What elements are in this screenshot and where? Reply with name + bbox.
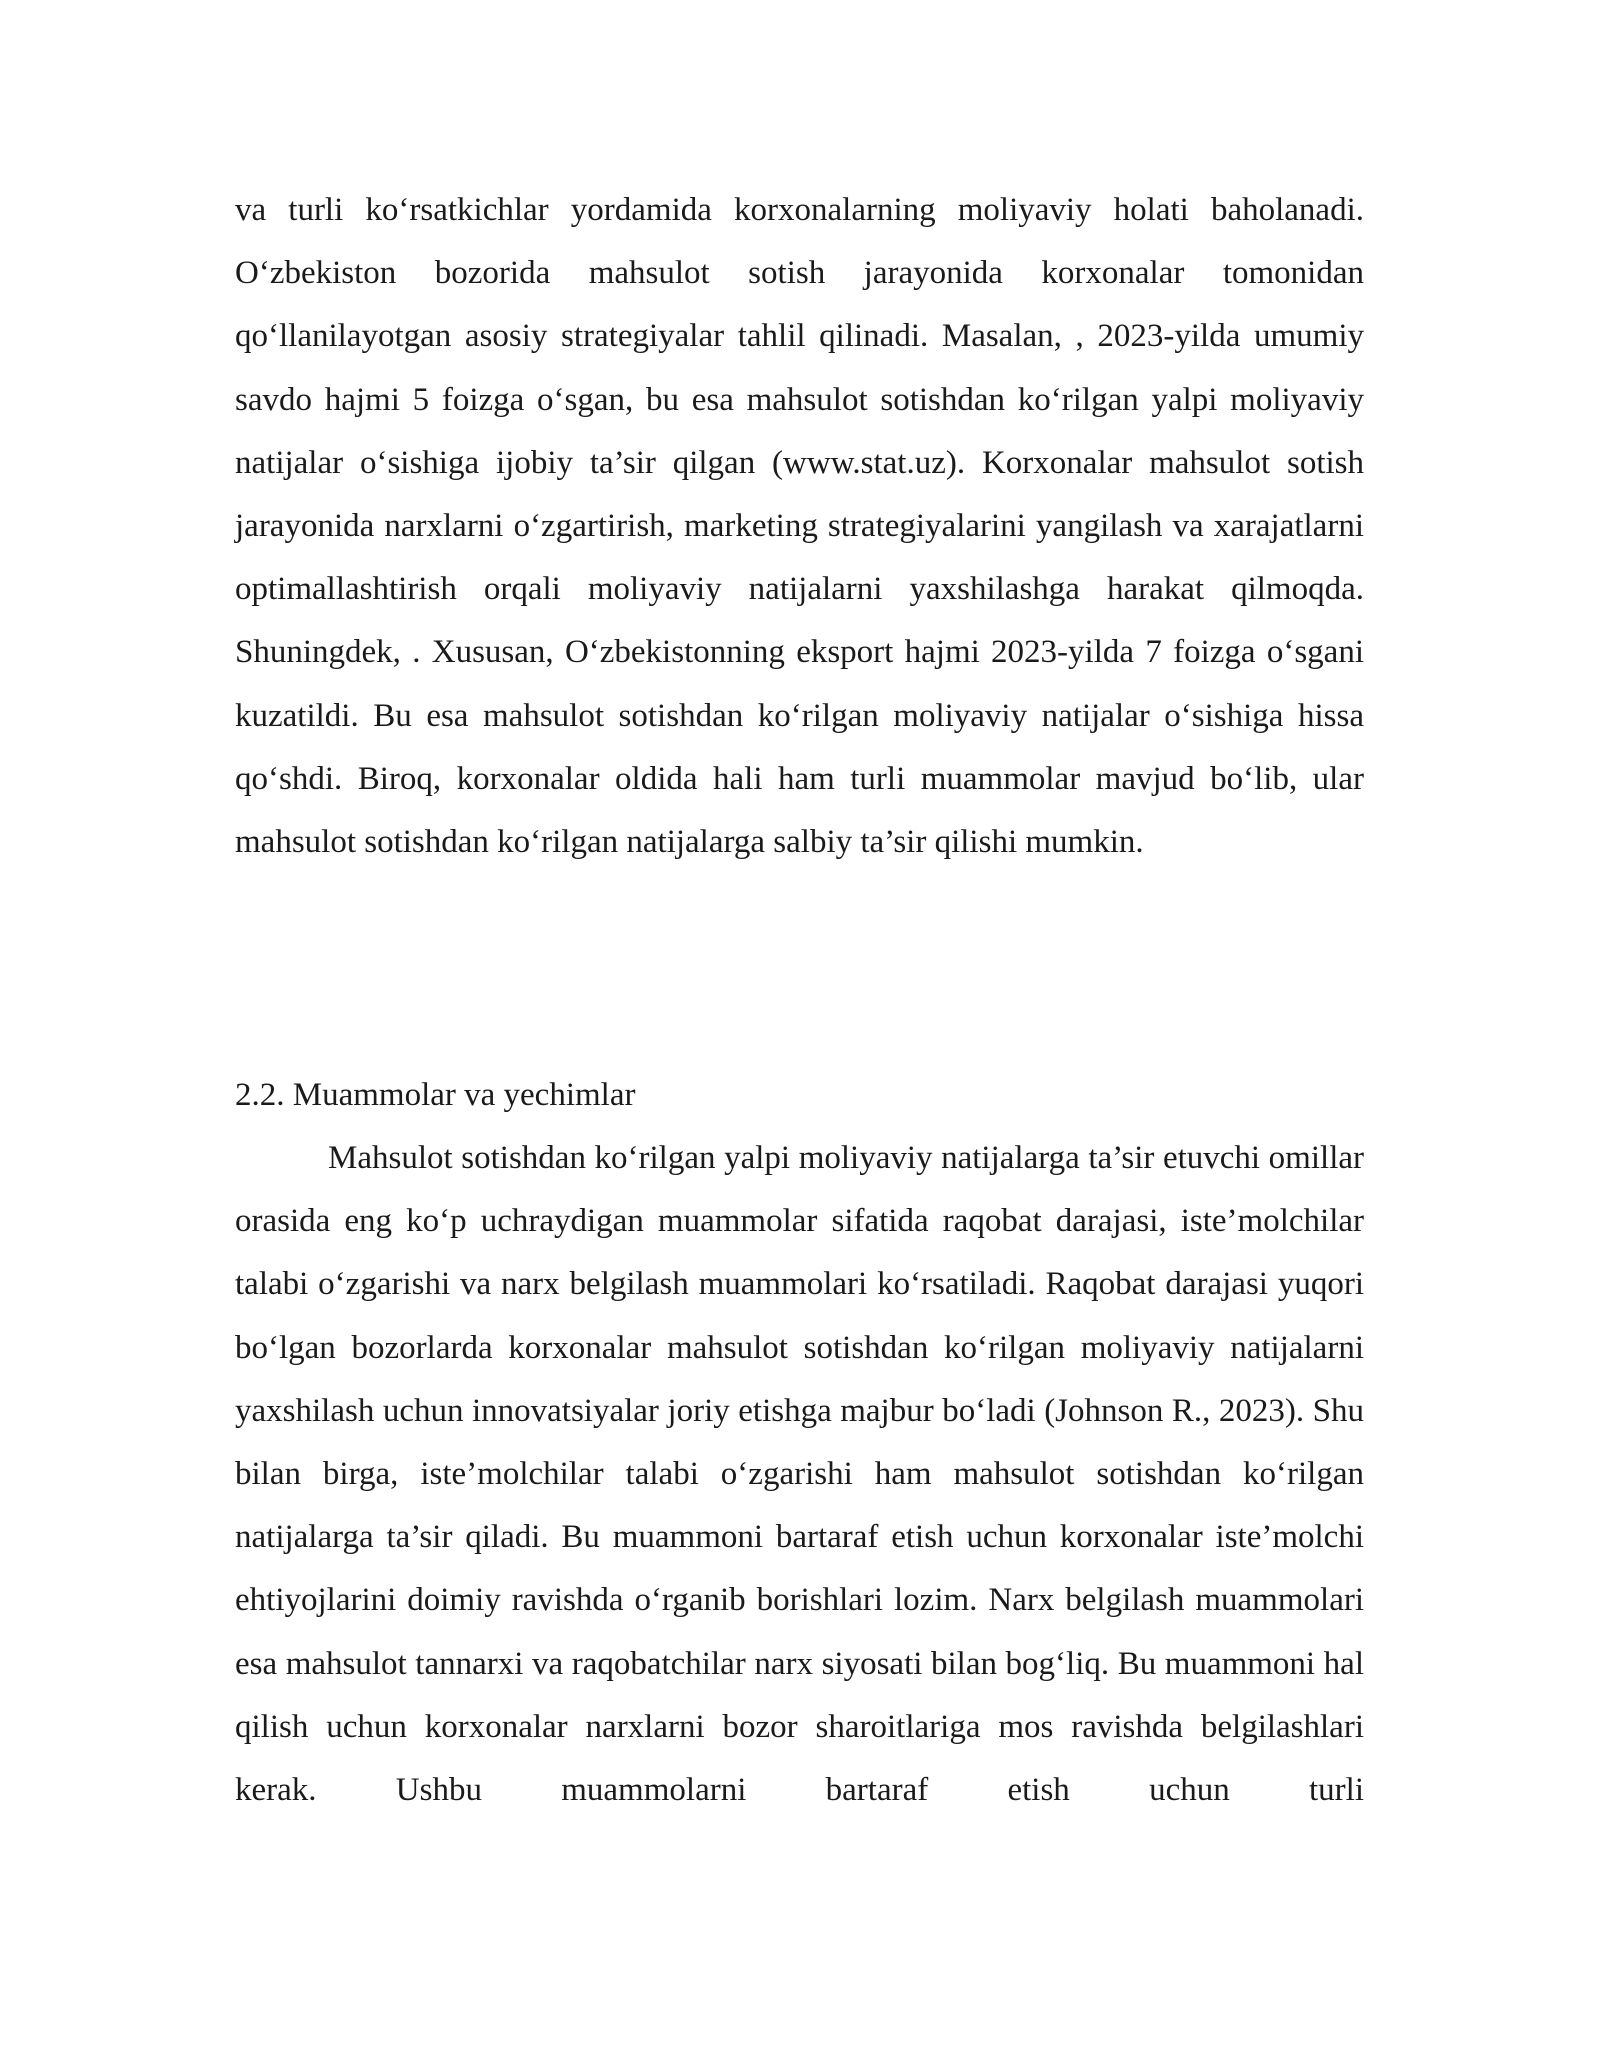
body-paragraph: va turli ko‘rsatkichlar yordamida korxonalarning moliyaviy holati baholanadi. O‘zbekiston bozorida mahsulot sotish jarayonida korxonalar tomonidan qo‘llanilayotgan asosiy strategiyalar tahlil qilinadi. Masalan, , 2023-yilda umumiy savdo hajmi 5 foizga o‘sgan, bu esa mahsulot sotishdan ko‘rilgan yalpi moliyaviy natijalar o‘sishiga ijobiy ta’sir qilgan (www.stat.uz). Korxonalar mahsulot sotish jarayonida narxlarni o‘zgartirish, marketing strategiyalarini yangilash va xarajatlarni optimallashtirish orqali moliyaviy natijalarni yaxshilashga harakat qilmoqda. Shuningdek, . Xususan, O‘zbekistonning eksport hajmi 2023-yilda 7 foizga o‘sgani kuzatildi. Bu esa mahsulot sotishdan ko‘rilgan moliyaviy natijalar o‘sishiga hissa qo‘shdi. Biroq, korxonalar oldida hali ham turli muammolar mavjud bo‘lib, ular mahsulot sotishdan ko‘rilgan natijalarga salbiy ta’sir qilishi mumkin. (235, 192, 1364, 861)
paragraph-block (235, 179, 1364, 874)
paragraph-block (235, 1127, 1364, 1822)
section-heading: 2.2. Muammolar va yechimlar (235, 1077, 636, 1113)
body-paragraph: Mahsulot sotishdan ko‘rilgan yalpi moliyaviy natijalarga ta’sir etuvchi omillar orasida eng ko‘p uchraydigan muammolar sifatida raqobat darajasi, iste’molchilar talabi o‘zgarishi va narx belgilash muammolari ko‘rsatiladi. Raqobat darajasi yuqori bo‘lgan bozorlarda korxonalar mahsulot sotishdan ko‘rilgan moliyaviy natijalarni yaxshilash uchun innovatsiyalar joriy etishga majbur bo‘ladi (Johnson R., 2023). Shu bilan birga, iste’molchilar talabi o‘zgarishi ham mahsulot sotishdan ko‘rilgan natijalarga ta’sir qiladi. Bu muammoni bartaraf etish uchun korxonalar iste’molchi ehtiyojlarini doimiy ravishda o‘rganib borishlari lozim. Narx belgilash muammolari esa mahsulot tannarxi va raqobatchilar narx siyosati bilan bog‘liq. Bu muammoni hal qilish uchun korxonalar narxlarni bozor sharoitlariga mos ravishda belgilashlari kerak. Ushbu muammolarni bartaraf etish uchun turli (235, 1140, 1364, 1809)
